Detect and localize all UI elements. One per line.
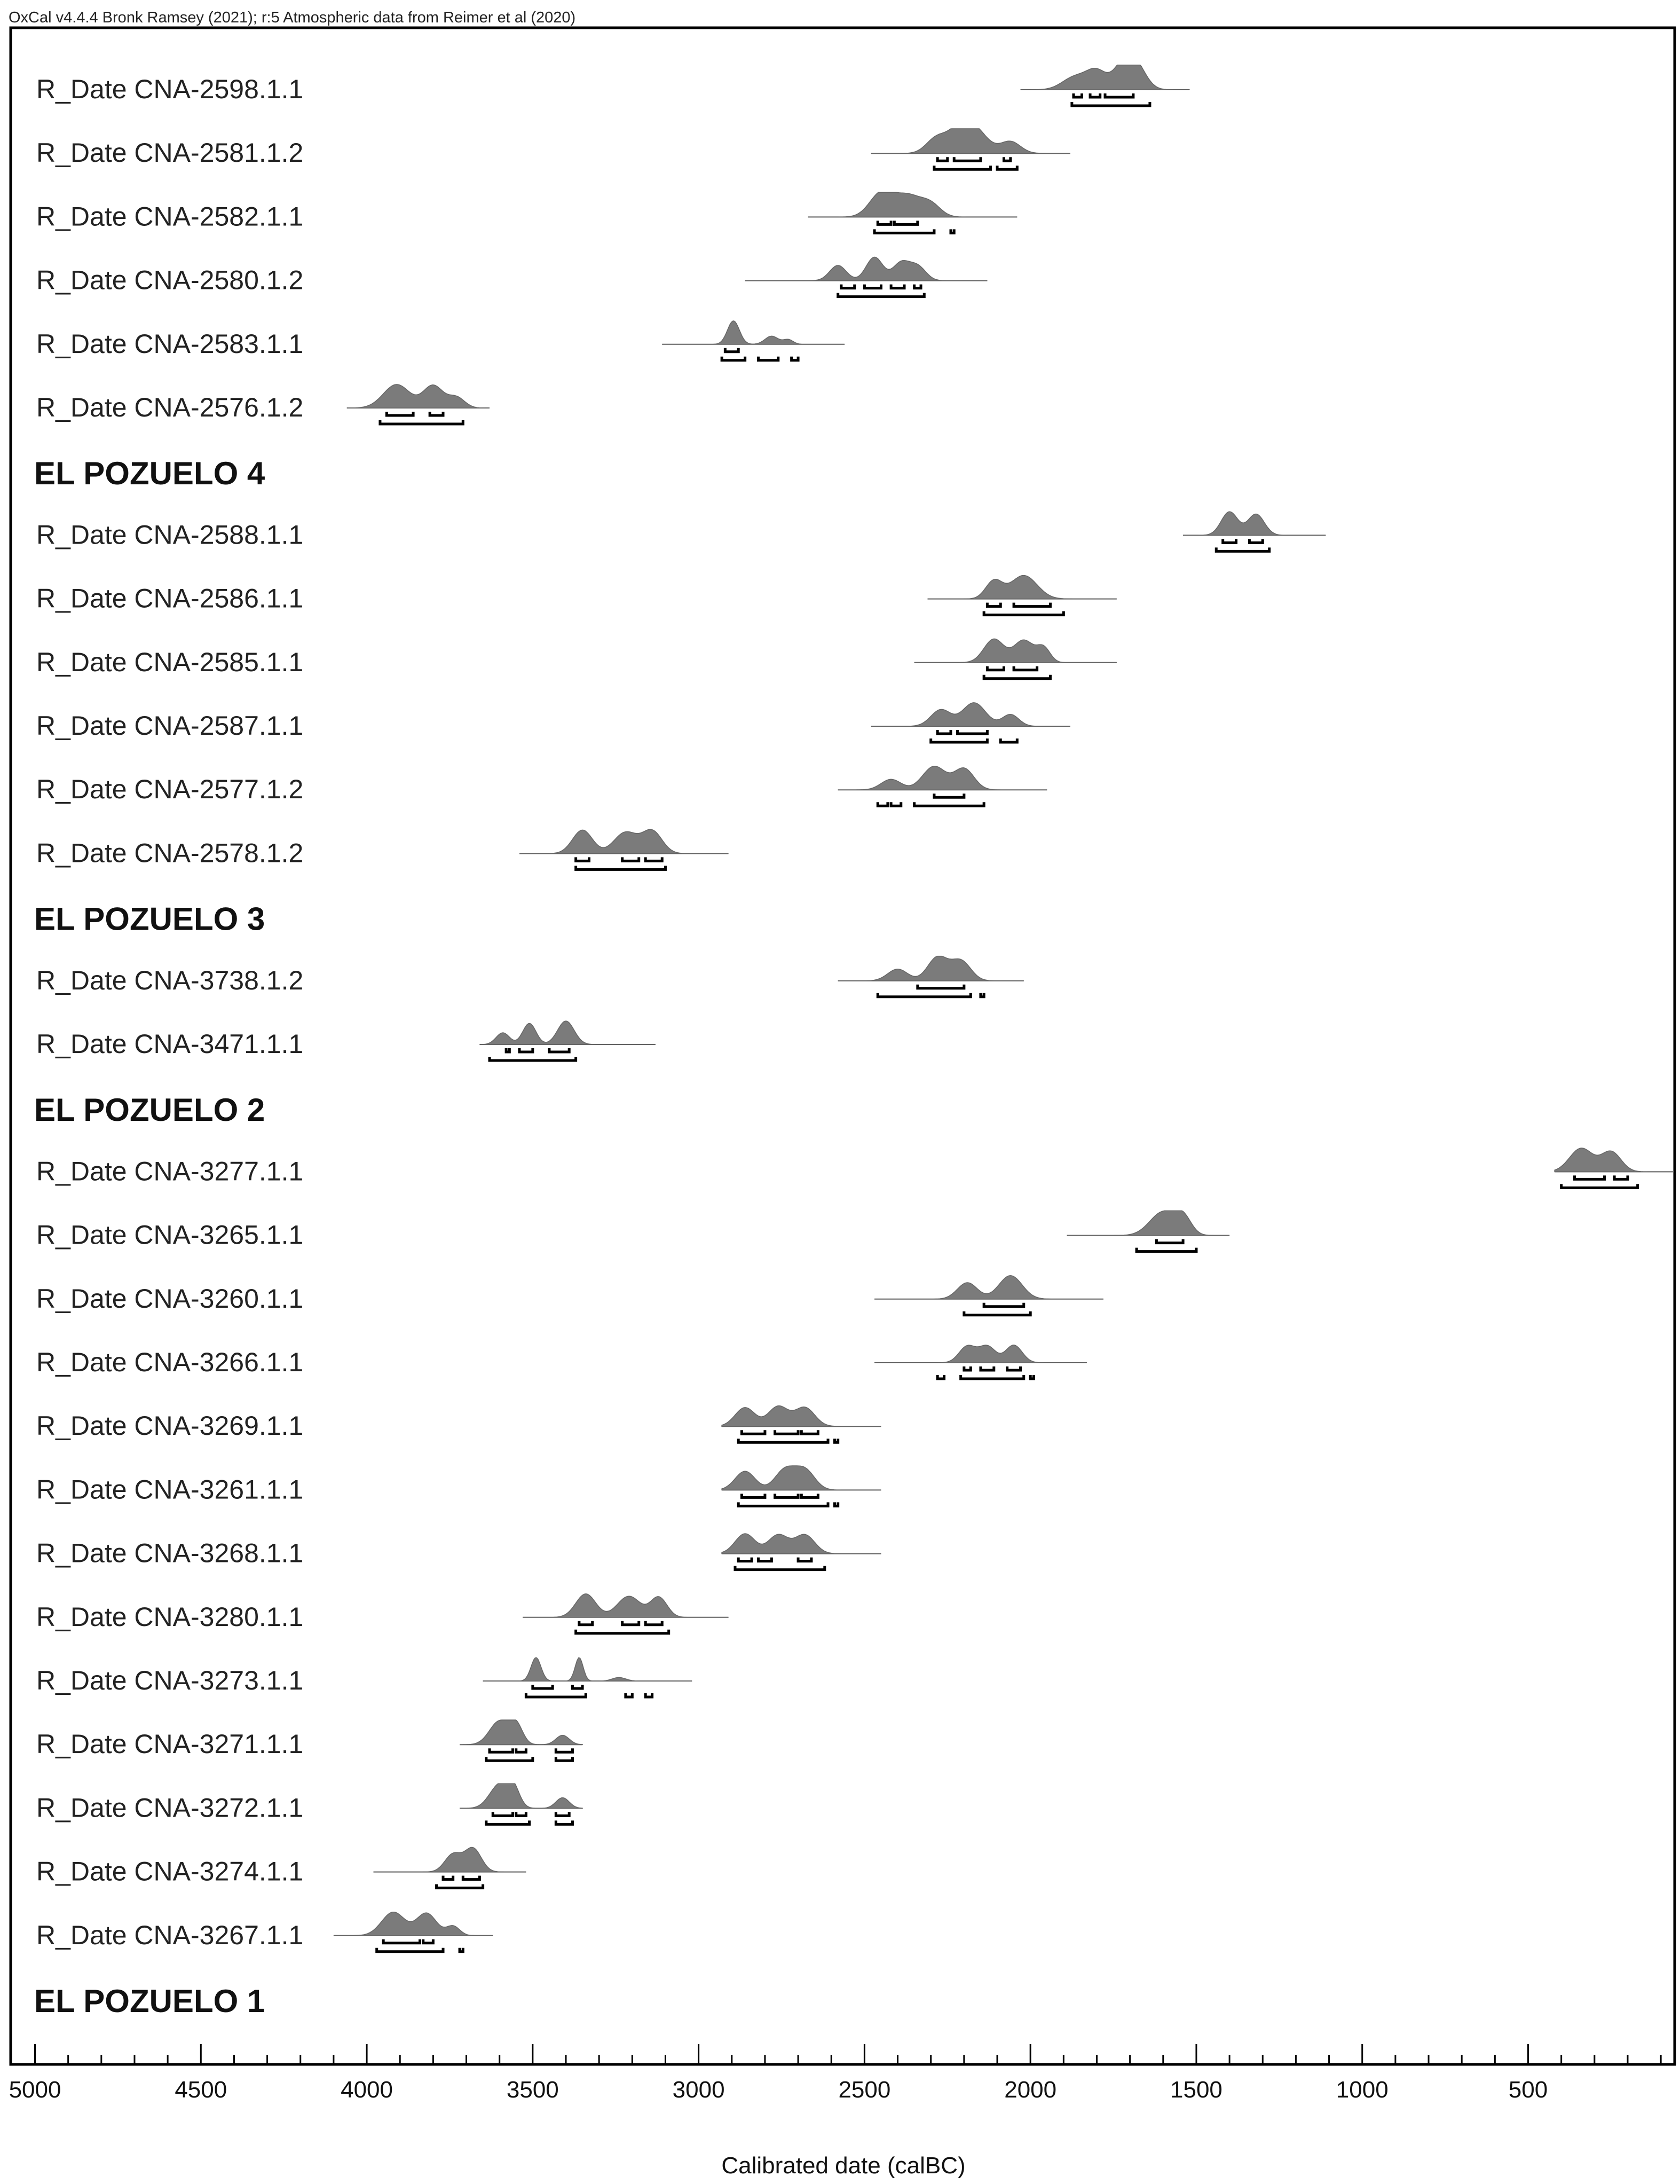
range-95 [735,1566,825,1570]
date-label: R_Date CNA-3266.1.1 [36,1347,304,1377]
range-68 [1614,1175,1628,1179]
range-95 [759,357,778,360]
date-label: R_Date CNA-3267.1.1 [36,1920,304,1950]
range-95 [576,866,666,869]
date-label: R_Date CNA-2576.1.2 [36,392,304,422]
date-label: R_Date CNA-2580.1.2 [36,265,304,295]
x-tick-label: 4500 [175,2077,227,2103]
range-68 [801,1494,818,1497]
range-68 [1156,1239,1183,1243]
range-95 [1137,1248,1196,1252]
date-label: R_Date CNA-3471.1.1 [36,1029,304,1059]
probability-density [914,639,1117,662]
date-label: R_Date CNA-3738.1.2 [36,965,304,995]
range-68 [937,730,951,734]
range-68 [934,794,964,797]
date-row [36,703,1070,742]
probability-density [483,1657,692,1681]
date-row [36,1276,1103,1315]
probability-density [871,703,1070,726]
range-68 [556,1748,572,1752]
range-95 [878,993,971,997]
probability-density [722,1406,881,1427]
date-row [36,766,1047,806]
x-tick-label: 1000 [1336,2077,1389,2103]
group-heading [34,1092,265,1128]
range-95 [490,1057,576,1060]
date-label: R_Date CNA-3274.1.1 [36,1856,304,1887]
range-95 [377,1948,443,1952]
x-tick-label: 3000 [672,2077,725,2103]
date-row [36,1406,881,1443]
range-68 [572,1685,582,1688]
range-68 [533,1685,553,1688]
range-95 [792,357,798,360]
date-label: R_Date CNA-3268.1.1 [36,1538,304,1568]
group-label: EL POZUELO 4 [34,455,265,492]
range-68 [742,1430,765,1434]
date-row [36,576,1117,615]
date-row [36,321,845,360]
group-heading [34,455,265,491]
probability-density [874,1345,1087,1363]
range-95 [951,229,954,233]
range-95 [984,675,1050,679]
range-68 [987,603,1000,607]
date-label: R_Date CNA-2587.1.1 [36,711,304,741]
range-95 [934,166,991,169]
range-95 [834,1439,838,1442]
range-95 [738,1439,828,1442]
range-68 [864,285,881,288]
date-label: R_Date CNA-2588.1.1 [36,520,304,550]
x-tick-label: 3500 [506,2077,559,2103]
date-row [36,257,987,296]
range-68 [443,1876,453,1880]
x-tick-label: 4000 [341,2077,393,2103]
range-68 [1014,666,1037,670]
range-68 [622,857,639,861]
probability-density [1067,1211,1230,1235]
range-68 [576,857,589,861]
range-95 [437,1884,483,1888]
probability-density [808,192,1018,217]
x-tick-label: 5000 [9,2077,61,2103]
probability-density [523,1594,728,1617]
x-tick-label: 500 [1508,2077,1548,2103]
probability-density [1555,1148,1674,1172]
range-68 [1249,539,1263,543]
date-row [36,639,1117,678]
range-95 [834,1502,838,1506]
range-68 [759,1558,772,1561]
x-tick-label: 2000 [1004,2077,1057,2103]
date-label: R_Date CNA-2585.1.1 [36,647,304,677]
date-row [36,956,1024,997]
range-68 [1090,93,1100,97]
date-row [36,1021,656,1060]
date-label: R_Date CNA-2583.1.1 [36,328,304,359]
date-row [36,65,1190,106]
probability-density [479,1021,655,1044]
date-label: R_Date CNA-2578.1.2 [36,838,304,868]
probability-density [871,129,1070,153]
range-95 [914,802,984,806]
x-tick-label: 2500 [838,2077,891,2103]
range-68 [506,1048,509,1052]
date-label: R_Date CNA-3261.1.1 [36,1474,304,1505]
x-axis [9,2044,1661,2103]
range-68 [984,1303,1024,1307]
date-label: R_Date CNA-2582.1.1 [36,201,304,232]
range-68 [549,1048,569,1052]
range-68 [798,1558,811,1561]
date-row [36,192,1017,233]
range-68 [801,1430,818,1434]
range-68 [516,1812,526,1816]
range-95 [460,1948,463,1952]
range-68 [463,1876,479,1880]
date-row [36,1657,692,1697]
range-95 [1216,547,1269,551]
range-95 [878,802,888,806]
range-68 [878,221,891,224]
date-label: R_Date CNA-2577.1.2 [36,774,304,805]
date-row [36,829,729,869]
range-95 [526,1693,586,1697]
probability-density [1021,65,1190,90]
range-95 [981,993,984,997]
range-95 [486,1820,530,1824]
date-label: R_Date CNA-2581.1.2 [36,138,304,168]
range-95 [380,420,463,424]
probability-density [347,384,490,408]
range-68 [519,1048,533,1052]
range-95 [738,1502,828,1506]
range-95 [961,1375,1024,1379]
range-68 [981,1366,994,1370]
range-95 [645,1693,652,1697]
range-68 [987,666,1004,670]
probability-density [1183,512,1326,535]
range-68 [1007,1366,1021,1370]
probability-density [374,1848,526,1872]
probability-density [519,829,729,853]
range-68 [914,285,921,288]
group-label: EL POZUELO 2 [34,1092,265,1128]
range-68 [556,1812,569,1816]
probability-density [745,257,988,280]
range-68 [1575,1175,1605,1179]
date-label: R_Date CNA-3273.1.1 [36,1666,304,1695]
date-label: R_Date CNA-3271.1.1 [36,1729,304,1759]
range-68 [954,157,981,161]
date-row [36,384,490,424]
probability-density [460,1720,582,1745]
probability-density [662,321,845,344]
date-label: R_Date CNA-2586.1.1 [36,583,304,614]
group-heading [34,901,265,937]
date-row [36,1466,881,1506]
range-95 [838,293,925,297]
range-68 [775,1430,799,1434]
x-axis-label: Calibrated date (calBC) [721,2152,966,2179]
date-row [36,1784,582,1824]
x-tick-label: 1500 [1170,2077,1222,2103]
range-68 [937,157,948,161]
date-label: R_Date CNA-3272.1.1 [36,1793,304,1823]
range-68 [622,1621,639,1625]
probability-density [460,1784,582,1808]
range-68 [516,1748,526,1752]
date-label: R_Date CNA-3260.1.1 [36,1283,304,1314]
range-68 [775,1494,799,1497]
probability-density [874,1276,1103,1299]
range-68 [490,1748,513,1752]
oxcal-credit: OxCal v4.4.4 Bronk Ramsey (2021); r:5 Atmospheric data from Reimer et al (2020) [9,9,576,26]
range-95 [556,1757,572,1761]
range-68 [894,221,918,224]
date-row [36,1211,1229,1251]
range-95 [576,1630,669,1633]
range-95 [964,1311,1030,1315]
range-68 [742,1494,765,1497]
date-row [36,1848,526,1888]
group-label: EL POZUELO 3 [34,901,265,937]
date-row [36,1594,729,1633]
date-rows [34,65,1674,2019]
range-68 [918,985,964,988]
probability-density [722,1534,881,1554]
range-68 [964,1366,971,1370]
range-68 [423,1939,433,1943]
range-95 [984,611,1063,615]
date-label: R_Date CNA-3280.1.1 [36,1601,304,1632]
range-68 [1105,93,1133,97]
range-95 [626,1693,632,1697]
range-68 [383,1939,420,1943]
range-95 [1072,102,1150,106]
range-95 [1561,1184,1638,1188]
probability-density [928,576,1117,599]
range-95 [486,1757,533,1761]
range-68 [430,412,443,415]
range-68 [493,1812,512,1816]
range-95 [931,739,988,742]
date-row [36,1912,493,1952]
range-68 [387,412,413,415]
probability-density [838,766,1047,790]
date-label: R_Date CNA-3277.1.1 [36,1156,304,1187]
date-row [36,1720,582,1761]
range-68 [1014,603,1050,607]
range-95 [1000,739,1017,742]
group-label: EL POZUELO 1 [34,1983,265,2019]
range-95 [937,1375,944,1379]
range-68 [1074,93,1082,97]
range-68 [1223,539,1236,543]
date-row [36,129,1070,169]
range-68 [738,1558,752,1561]
range-68 [725,348,738,352]
range-68 [645,857,662,861]
range-95 [891,802,901,806]
range-95 [997,166,1017,169]
range-68 [841,285,855,288]
date-label: R_Date CNA-2598.1.1 [36,74,304,104]
date-row [36,1345,1087,1379]
range-95 [1030,1375,1034,1379]
probability-density [722,1466,881,1490]
range-68 [645,1621,662,1625]
group-heading [34,1983,265,2019]
date-row [36,1534,881,1570]
range-68 [891,285,904,288]
range-68 [957,730,987,734]
date-label: R_Date CNA-3265.1.1 [36,1220,304,1250]
range-95 [556,1820,572,1824]
probability-density [334,1912,493,1936]
range-95 [874,229,934,233]
range-68 [1004,157,1010,161]
date-label: R_Date CNA-3269.1.1 [36,1411,304,1441]
date-row [36,512,1326,551]
range-68 [579,1621,593,1625]
range-95 [722,357,745,360]
probability-density [838,956,1024,981]
date-row [36,1148,1674,1188]
